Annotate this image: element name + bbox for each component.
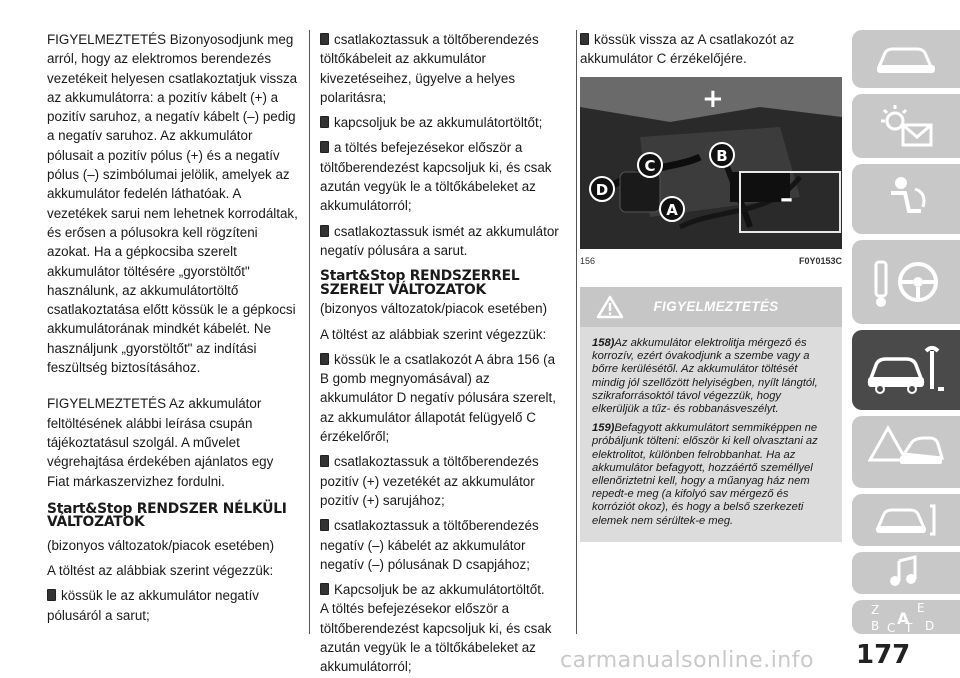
step-item: csatlakoztassuk a töltőberendezés pozitív (+) vezetékét az akkumulátor pozitív (+) sarujához;	[320, 454, 539, 508]
step-item: kössük vissza az A csatlakozót az akkumulátor C érzékelőjére.	[580, 32, 795, 67]
multimedia-icon	[871, 555, 941, 591]
svg-text:Z: Z	[871, 603, 880, 617]
column-divider	[309, 30, 310, 634]
svg-text:B: B	[716, 146, 728, 165]
tab-key-steering[interactable]	[852, 240, 960, 324]
versions-note: (bizonyos változatok/piacok esetében)	[320, 301, 548, 317]
warning-paragraph-connection: FIGYELMEZTETÉS Bizonyosodjunk meg arról, hogy az elektromos berendezés vezetékeit helyesen csatlakoztatjuk vissza az akkumulátorra: a pozitív kábelt (+) a pozitív saruhoz, a negatív kábelt (–) pedig a negatív saruhoz. Az akkumulátor pólusait a pozitív pólus (+) és a negatív pólus (–) szimbólumai jelölik, amelyek az akkumulátor fedelén láthatóak. A vezetékek sarui nem lehetnek korrodáltak, és erősen a pólusokra kell rögzíteni azokat. Ha a gépkocsiba szerelt akkumulátor töltésére „gyorstöltőt" használunk, az akkumulátortöltő csatlakoztatása előtt kössük le a gépkocsi akkumulátorának mindkét kábelét. Ne használjunk „gyorstöltőt" az indítási feszültség biztosításához.	[47, 32, 298, 376]
warning-paragraph-charging: FIGYELMEZTETÉS Az akkumulátor feltöltésének alábbi leírása csupán tájékoztatásul szolgál. A művelet végrehajtása érdekében ajánlatos egy Fiat márkaszervizhez fordulni.	[47, 396, 274, 489]
svg-text:A: A	[666, 200, 678, 219]
column-right	[580, 30, 842, 542]
bullet-box-icon	[580, 33, 589, 45]
tab-emergency[interactable]	[852, 416, 960, 488]
warning-lights-icon	[871, 101, 941, 151]
bullet-box-icon	[320, 583, 329, 595]
car-dashboard-icon	[871, 39, 941, 79]
column-divider	[576, 30, 577, 634]
warning-note-159: 159)Befagyott akkumulátort semmiképpen ne próbáljunk tölteni: először ki kell olvasztani az elektrolitot, különben felrobbanhat. Ha az akkumulátor befagyott, hozzáértő személlyel ellenőriztetni kell, hogy a műanyag ház nem repedt-e meg (a kifolyó sav mérgező és korróziót okoz), és hogy a belső szerkezeti elemek nem sérültek-e meg.	[592, 422, 818, 527]
emergency-icon	[868, 424, 944, 480]
key-steering-icon	[866, 252, 946, 312]
car-tools-icon	[864, 343, 948, 397]
tab-airbag-seat[interactable]	[852, 164, 960, 234]
figure-number: 156	[580, 255, 596, 266]
battery-photo	[580, 77, 842, 249]
bullet-box-icon	[320, 353, 329, 365]
minus-label: –	[780, 183, 793, 214]
figure-code: F0Y0153C	[798, 255, 842, 266]
warning-note-158: 158)Az akkumulátor elektrolitja mérgező és korrozív, ezért óvakodjunk a szembe vagy a bőrre kerülésétől. Az akkumulátor töltését mindig jól szellőzött helyiségben, nyílt lángtól, szikraforrásoktól távol végezzük, hogy elkerüljük a tűz- és robbanásveszélyt.	[592, 336, 818, 415]
svg-text:C: C	[644, 156, 656, 175]
svg-text:T: T	[905, 621, 913, 634]
bullet-box-icon	[320, 519, 329, 531]
bullet-box-icon	[320, 33, 329, 45]
car-maintenance-icon	[868, 500, 944, 540]
step-item: csatlakoztassuk a töltőberendezés negatív (–) kábelét az akkumulátor negatív (–) pólusának D csapjához;	[320, 518, 539, 572]
tab-car-maintenance[interactable]	[852, 494, 960, 546]
index-letters-icon	[861, 600, 951, 634]
tab-warning-lights[interactable]	[852, 94, 960, 158]
plus-label: +	[702, 83, 724, 114]
svg-text:C: C	[887, 621, 896, 634]
column-middle	[320, 30, 566, 677]
step-item: csatlakoztassuk ismét az akkumulátor negatív pólusára a sarut.	[320, 223, 559, 258]
tab-multimedia[interactable]	[852, 552, 960, 594]
svg-text:D: D	[595, 180, 609, 199]
figure-caption	[580, 252, 842, 271]
bullet-box-icon	[320, 116, 329, 128]
step-item: Kapcsoljuk be az akkumulátortöltőt.	[320, 580, 566, 599]
bullet-box-icon	[320, 141, 329, 153]
tab-index[interactable]	[852, 600, 960, 634]
bullet-box-icon	[320, 455, 329, 467]
column-left	[47, 30, 299, 625]
bullet-box-icon	[47, 589, 56, 601]
procedure-intro: A töltést az alábbiak szerint végezzük:	[320, 326, 547, 342]
section-heading-without-startstop: Start&Stop RENDSZER NÉLKÜLI VÁLTOZATOK	[47, 500, 287, 531]
svg-text:D: D	[925, 619, 935, 633]
warning-triangle-icon	[596, 295, 624, 319]
step-item: kössük le az akkumulátor negatív pólusáról a sarut;	[47, 588, 259, 623]
final-paragraph: A töltés befejezésekor először a töltőberendezést kapcsoljuk ki, és csak azután vegyük le a töltőkábeleket az akkumulátorról;	[320, 601, 552, 675]
warning-box-title: FIGYELMEZTETÉS	[653, 299, 779, 315]
warning-box-body	[580, 327, 842, 542]
step-item: csatlakoztassuk a töltőberendezés töltőkábeleit az akkumulátor kivezetéseihez, ügyelve a helyes polaritásra;	[320, 32, 539, 105]
page-number: 177	[856, 640, 911, 670]
chapter-tabs	[852, 30, 960, 634]
svg-text:A: A	[897, 609, 910, 628]
bullet-box-icon	[320, 225, 329, 237]
airbag-seat-icon	[871, 171, 941, 227]
tab-car-tools[interactable]	[852, 330, 960, 410]
warning-box	[580, 287, 842, 542]
svg-text:E: E	[917, 601, 925, 615]
step-item: kössük le a csatlakozót A ábra 156 (a B gomb megnyomásával) az akkumulátor D negatív pólusára szerelt, az akkumulátor állapotát felügyelő C érzékelőről;	[320, 351, 556, 445]
tab-car-dashboard[interactable]	[852, 30, 960, 88]
svg-text:B: B	[871, 619, 880, 633]
watermark: carmanualsonline.info	[560, 648, 814, 673]
warning-box-header	[580, 287, 842, 327]
step-item: a töltés befejezésekor először a töltőberendezést kapcsoljuk ki, és csak azután vegyük le a töltőkábeleket az akkumulátorról;	[320, 140, 552, 214]
versions-note: (bizonyos változatok/piacok esetében)	[47, 537, 275, 553]
procedure-intro: A töltést az alábbiak szerint végezzük:	[47, 563, 274, 579]
step-item: kapcsoljuk be az akkumulátortöltőt;	[320, 113, 566, 132]
section-heading-with-startstop: Start&Stop RENDSZERREL SZERELT VÁLTOZATOK	[320, 268, 520, 298]
battery-illustration	[580, 77, 842, 249]
